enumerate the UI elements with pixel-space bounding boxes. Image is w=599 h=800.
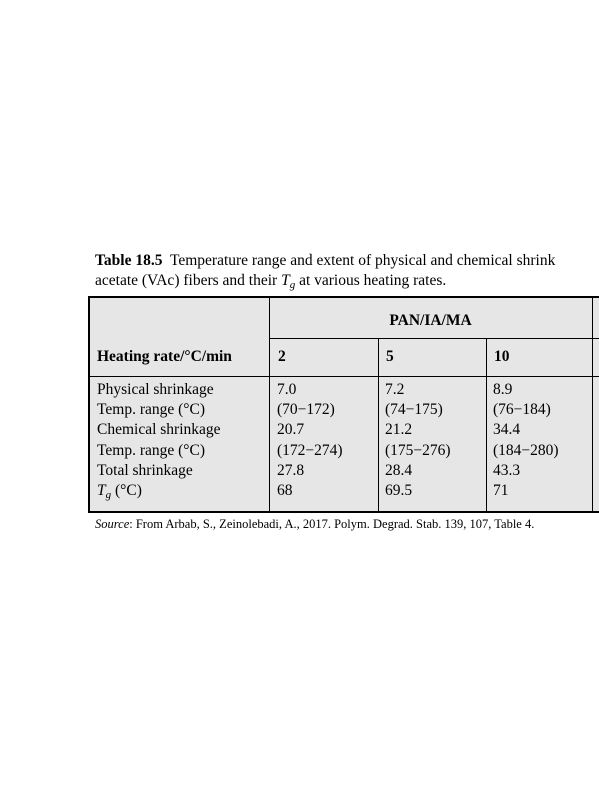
table-cell: 7.2: [385, 381, 405, 398]
tg-subscript: g: [105, 489, 112, 502]
table-caption: [95, 251, 599, 295]
column-values: [385, 380, 451, 501]
header-rule: [90, 376, 599, 377]
tg-symbol: T: [97, 482, 106, 500]
column-header: 2: [278, 348, 286, 365]
column-divider: [378, 338, 379, 511]
table-cell: 69.5: [385, 482, 413, 500]
table-cell: 71: [493, 482, 509, 500]
table-cell: (74−175): [385, 401, 443, 419]
caption-text-line2-end: at various heating rates.: [299, 272, 447, 289]
column-values: [493, 380, 559, 501]
column-divider: [486, 338, 487, 511]
row-labels: [97, 380, 221, 505]
row-label: [97, 481, 221, 505]
row-label: Physical shrinkage: [97, 381, 214, 398]
table-cell: 21.2: [385, 421, 413, 439]
column-header: 5: [386, 348, 394, 365]
tg-symbol: T: [281, 272, 290, 289]
group-underline: [269, 338, 599, 339]
column-values: [277, 380, 343, 501]
table-cell: 20.7: [277, 421, 305, 439]
row-label: Total shrinkage: [97, 461, 193, 479]
table-cell: (70−172): [277, 401, 335, 419]
row-label: Chemical shrinkage: [97, 421, 221, 439]
row-label: Temp. range (°C): [97, 441, 205, 459]
tg-unit: (°C): [115, 482, 142, 500]
table-cell: (175−276): [385, 441, 451, 459]
table-cell: (172−274): [277, 441, 343, 459]
caption-text-line2: acetate (VAc) fibers and their: [95, 272, 278, 289]
table-cell: (184−280): [493, 441, 559, 459]
tg-subscript: g: [289, 279, 296, 291]
row-label: Temp. range (°C): [97, 401, 205, 419]
column-divider: [592, 298, 593, 511]
row-header-title: Heating rate/°C/min: [97, 348, 232, 365]
source-prefix: Source: [95, 517, 130, 531]
table-label: Table 18.5: [95, 252, 163, 269]
table-cell: 34.4: [493, 421, 521, 439]
table-cell: (76−184): [493, 401, 551, 419]
source-text: : From Arbab, S., Zeinolebadi, A., 2017. Polym. Degrad. Stab. 139, 107, Table 4.: [129, 517, 535, 531]
table-cell: 43.3: [493, 461, 521, 479]
table-source-note: [95, 517, 534, 532]
data-table: [88, 296, 599, 513]
caption-text-line1: Temperature range and extent of physical and chemical shrink: [169, 252, 556, 269]
table-cell: 68: [277, 482, 293, 500]
table-cell: 7.0: [277, 381, 297, 398]
table-cell: 28.4: [385, 461, 413, 479]
group-header: PAN/IA/MA: [389, 312, 472, 329]
table-cell: 8.9: [493, 381, 513, 398]
table-cell: 27.8: [277, 461, 305, 479]
column-header: 10: [494, 348, 510, 365]
